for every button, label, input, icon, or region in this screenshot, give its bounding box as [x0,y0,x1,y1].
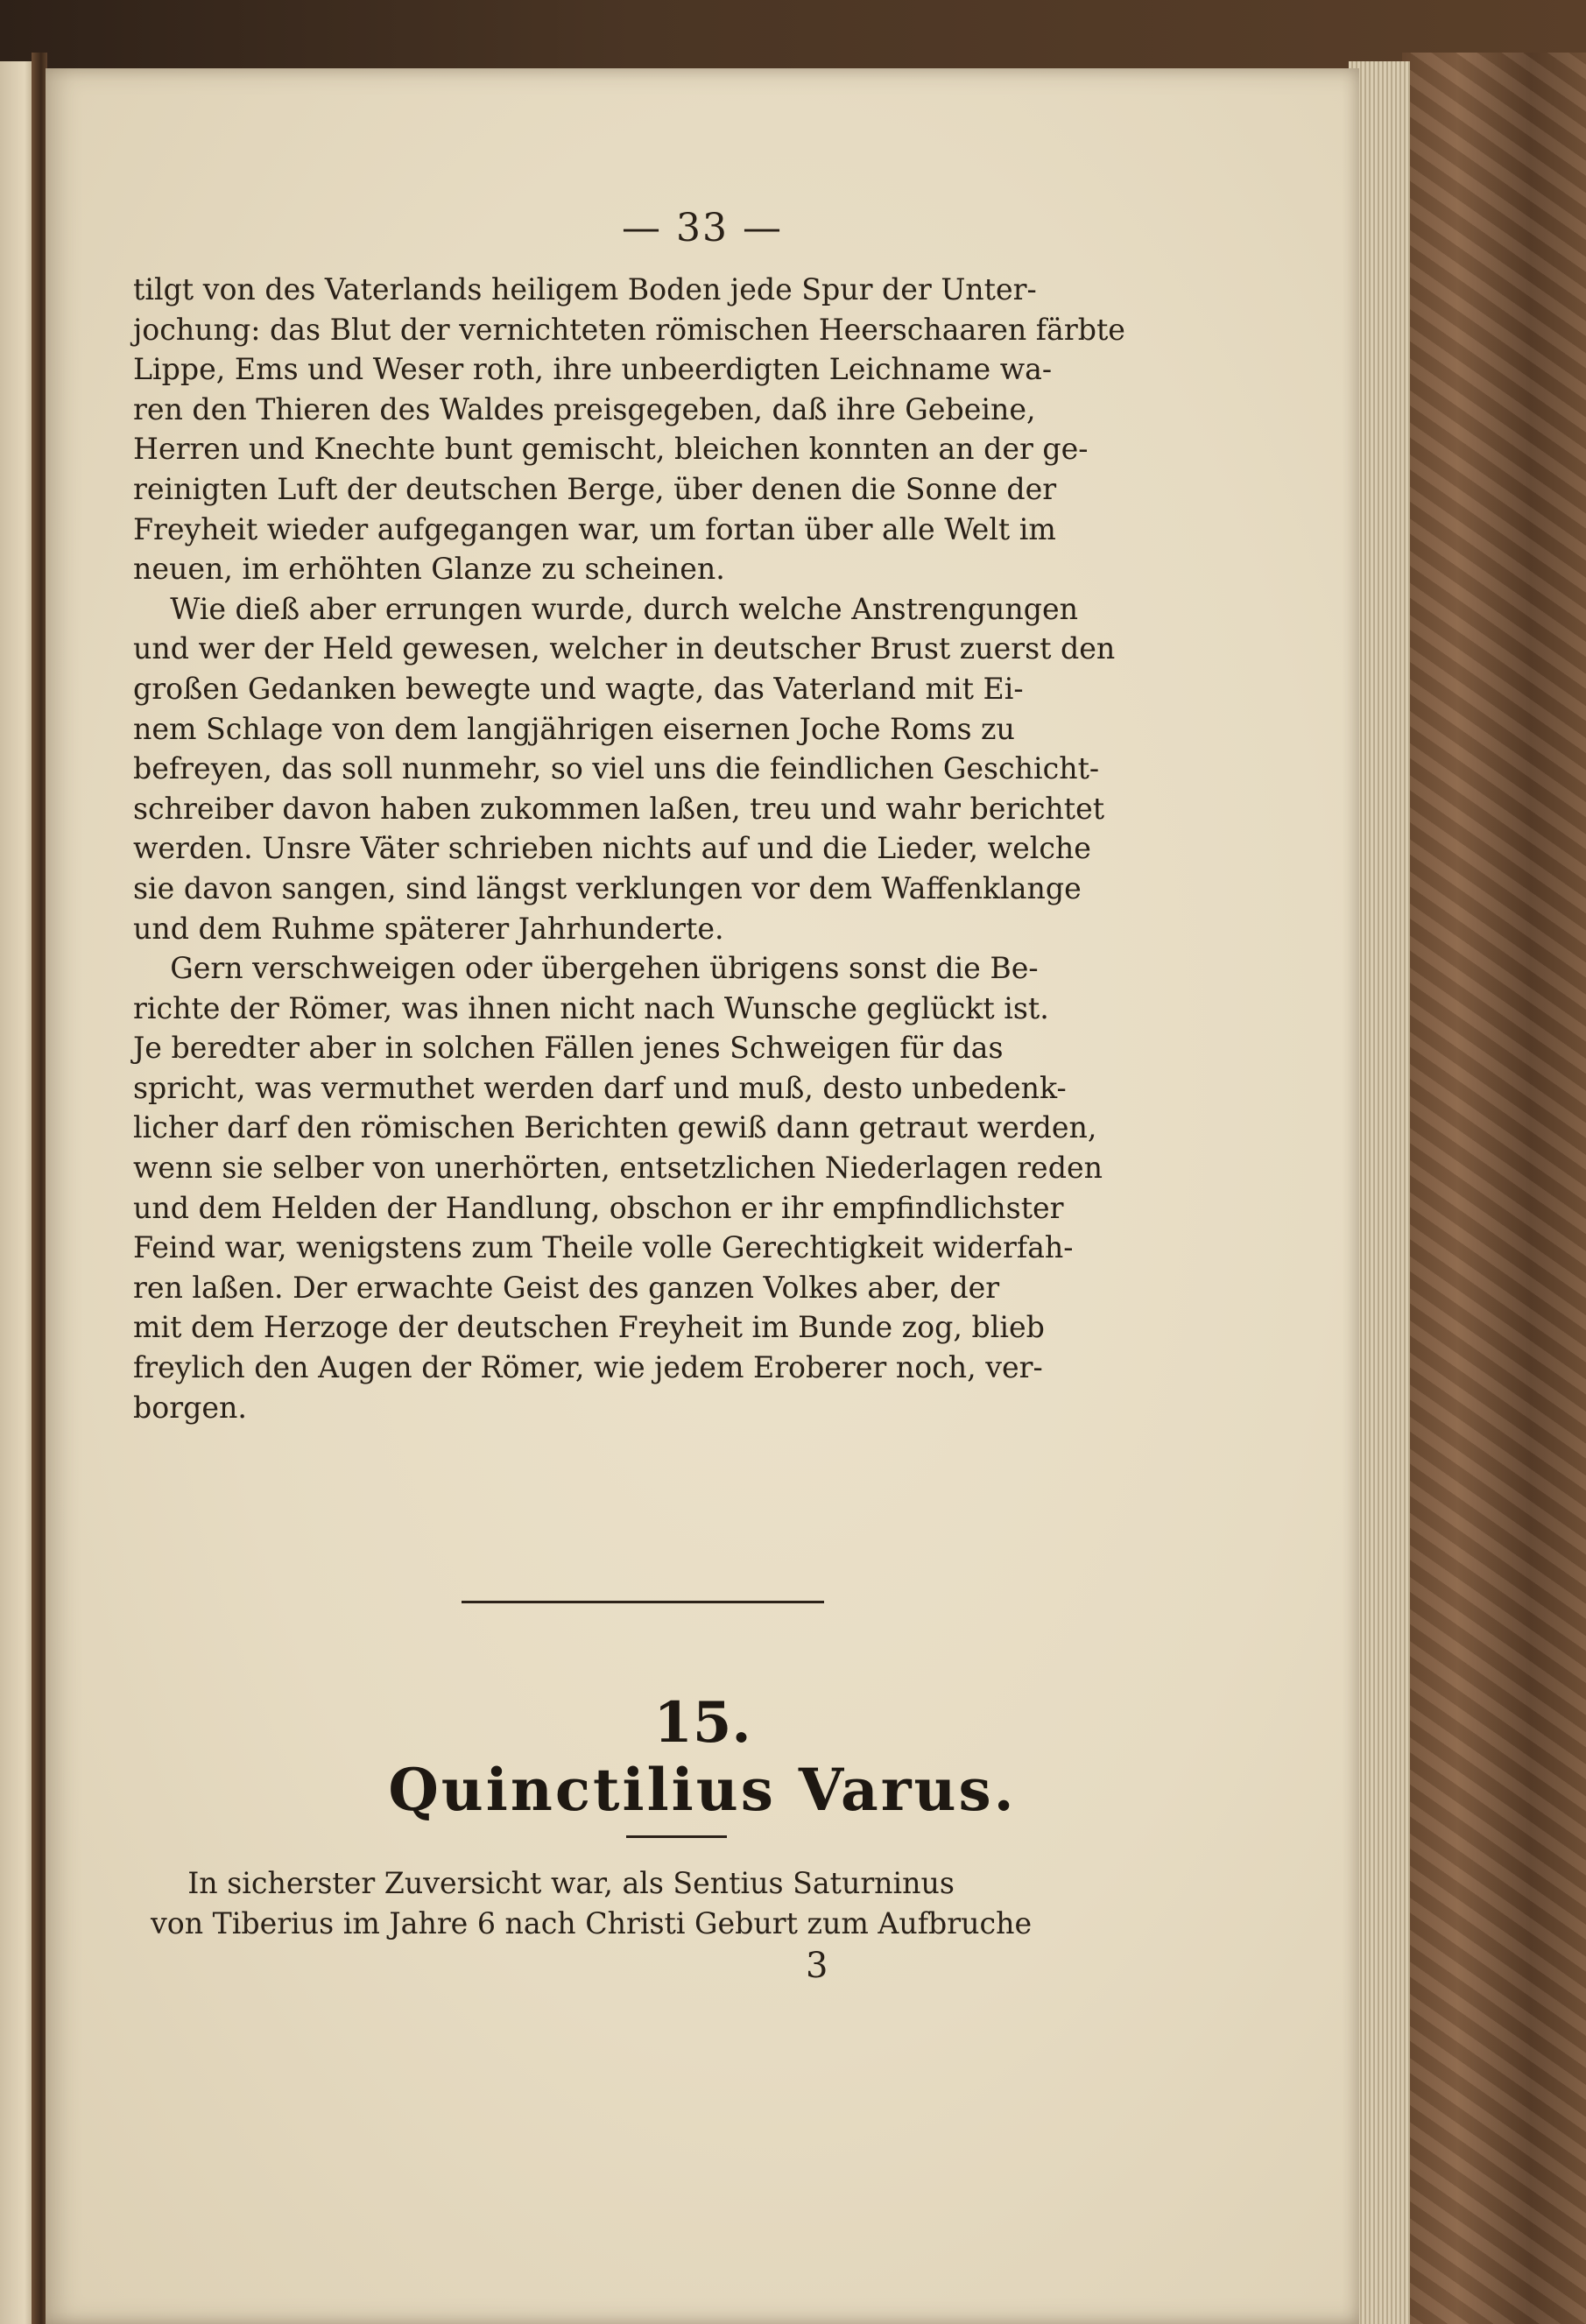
marbled-cover-board [1402,53,1586,2324]
text-line: Freyheit wieder aufgegangen war, um fortan über alle Welt im [133,511,1056,546]
text-line: und dem Helden der Handlung, obschon er ihr empfindlichster [133,1190,1064,1225]
text-line: großen Gedanken bewegte und wagte, das Vaterland mit Ei- [133,671,1024,706]
text-line: ren laßen. Der erwachte Geist des ganzen Volkes aber, der [133,1270,1000,1305]
section-divider [462,1601,824,1603]
section-body [151,1863,1123,1944]
text-line: tilgt von des Vaterlands heiligem Boden jede Spur der Unter- [133,272,1037,306]
section-number: 15. [653,1690,751,1756]
text-line: In sicherster Zuversicht war, als Sentius Saturninus [151,1866,955,1900]
text-line: Feind war, wenigstens zum Theile volle Gerechtigkeit widerfah- [133,1230,1074,1265]
text-line: richte der Römer, was ihnen nicht nach Wunsche geglückt ist. [133,990,1049,1025]
text-line: von Tiberius im Jahre 6 nach Christi Geburt zum Aufbruche [151,1906,1033,1940]
text-line: und wer der Held gewesen, welcher in deutscher Brust zuerst den [133,631,1116,666]
text-line: Lippe, Ems und Weser roth, ihre unbeerdigten Leichname wa- [133,352,1053,387]
text-line: Gern verschweigen oder übergehen übrigens sonst die Be- [133,951,1039,986]
text-line: werden. Unsre Väter schrieben nichts auf und die Lieder, welche [133,831,1091,866]
text-line: Wie dieß aber errungen wurde, durch welche Anstrengungen [133,591,1079,626]
text-line: licher darf den römischen Berichten gewiß dann getraut werden, [133,1110,1097,1145]
text-line: sie davon sangen, sind längst verklungen vor dem Waffenklange [133,870,1082,905]
signature-mark: 3 [806,1946,828,1986]
text-line: neuen, im erhöhten Glanze zu scheinen. [133,552,725,587]
text-line: freylich den Augen der Römer, wie jedem Eroberer noch, ver- [133,1350,1043,1385]
text-line: borgen. [133,1390,247,1425]
text-line: ren den Thieren des Waldes preisgegeben, daß ihre Gebeine, [133,391,1036,426]
text-line: schreiber davon haben zukommen laßen, treu und wahr berichtet [133,791,1105,826]
text-line: reinigten Luft der deutschen Berge, über denen die Sonne der [133,471,1057,506]
body-text [133,270,1125,1427]
text-line: mit dem Herzoge der deutschen Freyheit im Bunde zog, blieb [133,1310,1045,1345]
text-line: spricht, was vermuthet werden darf und muß, desto unbedenk- [133,1070,1067,1105]
section-title: Quinctilius Varus. [388,1756,1017,1824]
title-underline [626,1835,727,1838]
text-line: Herren und Knechte bunt gemischt, bleichen konnten an der ge- [133,432,1089,467]
text-line: befreyen, das soll nunmehr, so viel uns die feindlichen Geschicht- [133,751,1100,786]
page-number: — 33 — [622,206,783,250]
text-line: Je beredter aber in solchen Fällen jenes Schweigen für das [133,1031,1004,1066]
text-line: jochung: das Blut der vernichteten römischen Heerschaaren färbte [133,312,1125,347]
text-line: und dem Ruhme späterer Jahrhunderte. [133,911,724,946]
text-line: nem Schlage von dem langjährigen eisernen Joche Roms zu [133,711,1015,746]
left-page-edge [0,61,35,2324]
text-line: wenn sie selber von unerhörten, entsetzlichen Niederlagen reden [133,1151,1103,1186]
